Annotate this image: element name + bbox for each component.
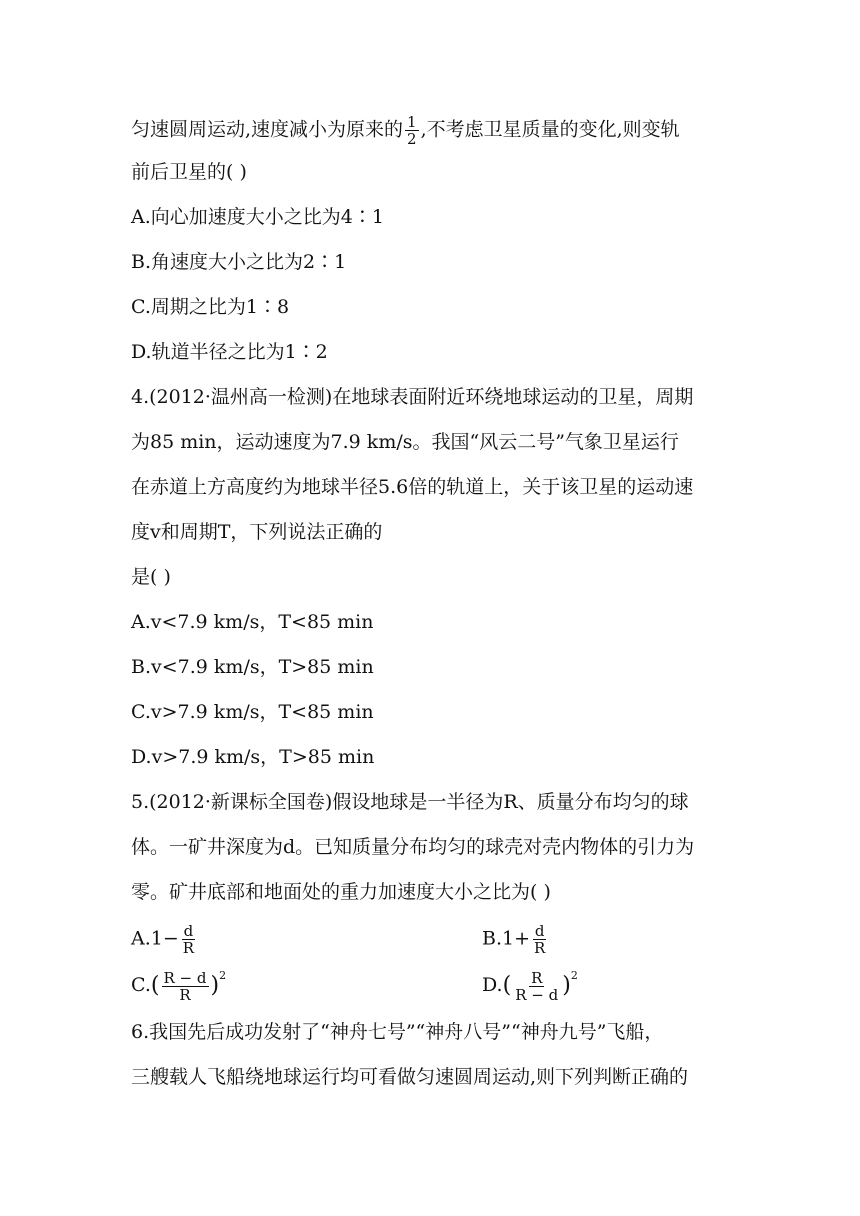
q5-option-d: D.( $\frac{R}{R - d}$ )$^2$ <box>482 968 578 1004</box>
q4-option-b: B.v<7.9 km/s，T>85 min <box>131 656 374 678</box>
q3-option-c: C.周期之比为1∶8 <box>131 296 290 318</box>
q5-line-3: 零。矿井底部和地面处的重力加速度大小之比为( ) <box>131 881 551 903</box>
q4-option-c: C.v>7.9 km/s，T<85 min <box>131 701 374 723</box>
q5-option-d-fraction: $\frac{R}{R - d}$ <box>515 968 559 1004</box>
q5-option-a-fraction: $\frac{d}{R}$ <box>182 922 195 957</box>
q5-option-c: C.( $\frac{R - d}{R}$ )$^2$ <box>131 968 227 1004</box>
q3-line-1 <box>131 114 680 147</box>
q6-line-2: 三艘载人飞船绕地球运行均可看做匀速圆周运动,则下列判断正确的 <box>131 1066 689 1088</box>
q3-option-d: D.轨道半径之比为1∶2 <box>131 341 328 363</box>
q3-line-1-after: ,不考虑卫星质量的变化,则变轨 <box>420 118 680 141</box>
q5-option-b-fraction: $\frac{d}{R}$ <box>534 922 546 957</box>
q5-option-b: B.1+ $\frac{d}{R}$ <box>482 922 546 957</box>
q5-line-2: 体。一矿井深度为d。已知质量分布均匀的球壳对壳内物体的引力为 <box>131 836 695 858</box>
q3-option-a: A.向心加速度大小之比为4∶1 <box>131 206 384 228</box>
q4-line-4: 度v和周期T，下列说法正确的 <box>131 521 383 543</box>
q5-option-a: A.1− $\frac{d}{R}$ <box>131 922 195 957</box>
q4-line-5: 是( ) <box>131 566 171 588</box>
q5-line-1: 5.(2012·新课标全国卷)假设地球是一半径为R、质量分布均匀的球 <box>131 791 689 813</box>
q4-option-a: A.v<7.9 km/s，T<85 min <box>131 611 374 633</box>
q4-line-3: 在赤道上方高度约为地球半径5.6倍的轨道上，关于该卫星的运动速 <box>131 476 694 498</box>
q3-line-2: 前后卫星的( ) <box>131 161 247 183</box>
q6-line-1: 6.我国先后成功发射了“神舟七号”“神舟八号”“神舟九号”飞船， <box>131 1021 664 1043</box>
q5-option-c-fraction: $\frac{R - d}{R}$ <box>163 968 207 1004</box>
q3-option-b: B.角速度大小之比为2∶1 <box>131 251 347 273</box>
q5-option-c-power: 2 <box>219 969 227 982</box>
q4-line-2: 为85 min，运动速度为7.9 km/s。我国“风云二号”气象卫星运行 <box>131 431 679 453</box>
q4-line-1: 4.(2012·温州高一检测)在地球表面附近环绕地球运动的卫星，周期 <box>131 386 694 408</box>
q5-option-d-power: 2 <box>570 969 578 982</box>
q3-fraction: $\frac{1}{2}$ <box>407 113 417 148</box>
q3-line-1-before: 匀速圆周运动,速度减小为原来的 <box>131 118 404 141</box>
q4-option-d: D.v>7.9 km/s，T>85 min <box>131 746 375 768</box>
